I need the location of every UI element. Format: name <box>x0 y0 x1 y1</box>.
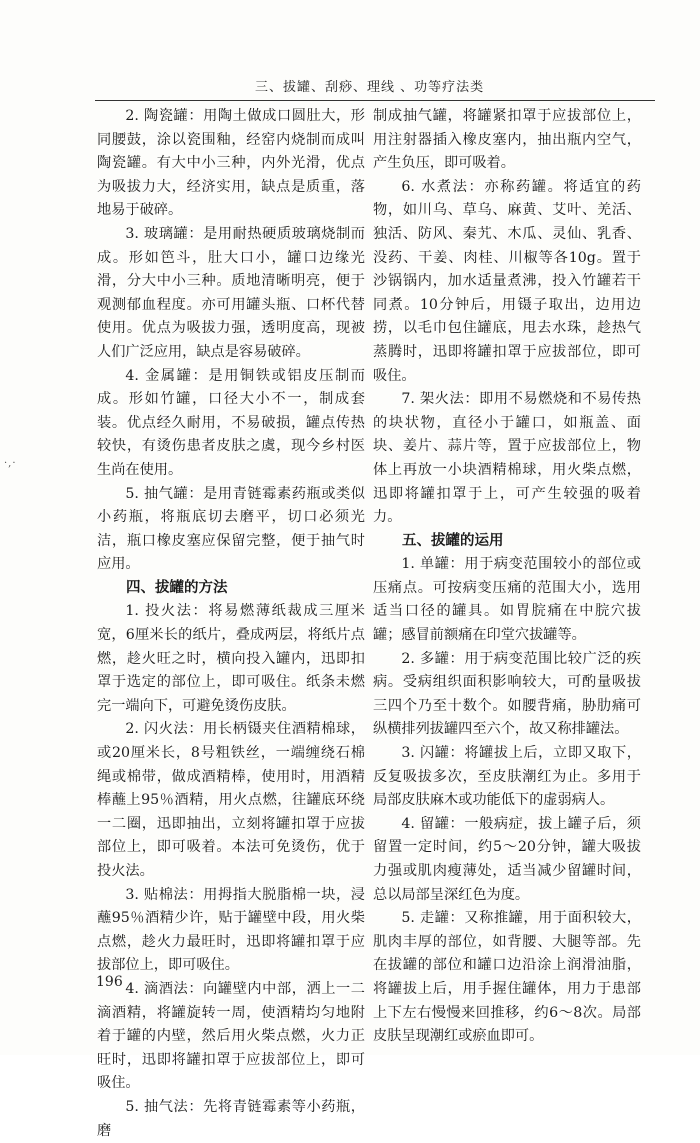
paragraph: 3. 贴棉法：用拇指大脱脂棉一块，浸蘸95％酒精少许，贴于罐壁中段，用火柴点燃，趁火力最旺时，迅即将罐扣罩于应拔部位上，即可吸住。 <box>97 886 365 974</box>
section-heading: 四、拔罐的方法 <box>126 579 228 596</box>
paragraph: 2. 闪火法：用长柄镊夹住酒精棉球，或20厘米长，8号粗铁丝，一端缠绕石棉绳或棉带，做成酒精棒，使用时，用酒精棒蘸上95％酒精，用火点燃，往罐底环绕一二圈，迅即抽出，立刻将罐扣罩于应拔部位上，即可吸着。本法可免烫伤，优于投火法。 <box>97 721 365 879</box>
section-heading: 五、拔罐的运用 <box>402 532 504 549</box>
paragraph: 5. 抽气罐：是用青链霉素药瓶或类似小药瓶，将瓶底切去磨平，切口必须光洁，瓶口橡皮塞应保留完整，便于抽气时应用。 <box>97 485 365 573</box>
paragraph: 7. 架火法：即用不易燃烧和不易传热的块状物，直径小于罐口，如瓶盖、面块、姜片、蒜片等，置于应拔部位上，物体上再放一小块酒精棉球，用火柴点燃，迅即将罐扣罩于上，可产生较强的吸着力。 <box>373 391 641 526</box>
paragraph: 6. 水煮法：亦称药罐。将适宜的药物，如川乌、草乌、麻黄、艾叶、羌活、独活、防风、秦艽、木瓜、灵仙、乳香、没药、干姜、肉桂、川椒等各10g。置于沙锅锅内，加水适量煮沸，投入竹罐若干同煮。10分钟后，用镊子取出，边用边捞，以毛巾包住罐底，甩去水珠，趁热气蒸腾时，迅即将罐扣罩于应拔部位，即可吸住。 <box>373 178 641 384</box>
paragraph: 4. 金属罐：是用铜铁或铝皮压制而成。形如竹罐，口径大小不一，制成套装。优点经久耐用，不易破损，罐点传热较快，有烫伤患者皮肤之虞，现今乡村医生尚在使用。 <box>97 367 365 478</box>
paragraph: 3. 玻璃罐：是用耐热硬质玻璃烧制而成。形如笆斗，肚大口小，罐口边缘光滑，分大中小三种。质地清晰明亮，便于观测郁血程度。亦可用罐头瓶、口杯代替使用。优点为吸拔力强，透明度高，现被人们广泛应用，缺点是容易破碎。 <box>97 225 365 360</box>
header-rule <box>95 100 655 101</box>
left-column <box>97 105 365 1143</box>
margin-mark: ·,· <box>4 458 17 469</box>
paragraph: 5. 走罐：又称推罐，用于面积较大，肌肉丰厚的部位，如背腰、大腿等部。先在拔罐的部位和罐口边沿涂上润滑油脂，将罐拔上后，用手握住罐体，用力于患部上下左右慢慢来回推移，约6～8次。局部皮肤呈现潮红或瘀血即可。 <box>373 910 641 1045</box>
paragraph: 2. 多罐：用于病变范围比较广泛的疾病。受病组织面积影响较大，可酌量吸拔三四个乃至十数个。如腰背痛，胁肋痛可纵横排列拔罐四至六个，故又称排罐法。 <box>373 650 641 738</box>
paragraph: 4. 滴酒法：向罐壁内中部，洒上一二滴酒精，将罐旋转一周，使酒精均匀地附着于罐的内壁，然后用火柴点燃，火力正旺时，迅即将罐扣罩于应拔部位上，即可吸住。 <box>97 980 365 1092</box>
paragraph: 2. 陶瓷罐：用陶土做成口圆肚大，形同腰鼓，涂以瓷围釉，经窑内烧制而成叫陶瓷罐。有大中小三种，内外光滑，优点为吸拔力大，经济实用，缺点是质重，落地易于破碎。 <box>97 108 365 219</box>
paragraph: 1. 投火法：将易燃薄纸裁成三厘米宽，6厘米长的纸片，叠成两层，将纸片点燃，趁火旺之时，横向投入罐内，迅即扣罩于选定的部位上，即可吸住。纸条未燃完一端向下，可避免烫伤皮肤。 <box>97 603 365 714</box>
paragraph: 5. 抽气法：先将青链霉素等小药瓶，磨 <box>97 1098 365 1139</box>
paragraph: 1. 单罐：用于病变范围较小的部位或压痛点。可按病变压痛的范围大小，选用适当口径的罐具。如胃脘痛在中脘穴拔罐；感冒前额痛在印堂穴拔罐等。 <box>373 556 641 644</box>
paragraph-continuation: 制成抽气罐，将罐紧扣罩于应拔部位上，用注射器插入橡皮塞内，抽出瓶内空气，产生负压，即可吸着。 <box>373 108 641 172</box>
page-number: 196 <box>96 974 123 990</box>
paragraph: 4. 留罐：一般病症，拔上罐子后，须留置一定时间，约5～20分钟，罐大吸拔力强或肌肉瘦薄处，适当减少留罐时间，总以局部呈深红色为度。 <box>373 815 641 903</box>
paragraph: 3. 闪罐：将罐拔上后，立即又取下，反复吸拔多次，至皮肤潮红为止。多用于局部皮肤麻木或功能低下的虚弱病人。 <box>373 745 641 809</box>
running-header: 三、拔罐、刮痧、理线 、功等疗法类 <box>255 80 485 95</box>
right-column <box>373 105 641 1049</box>
